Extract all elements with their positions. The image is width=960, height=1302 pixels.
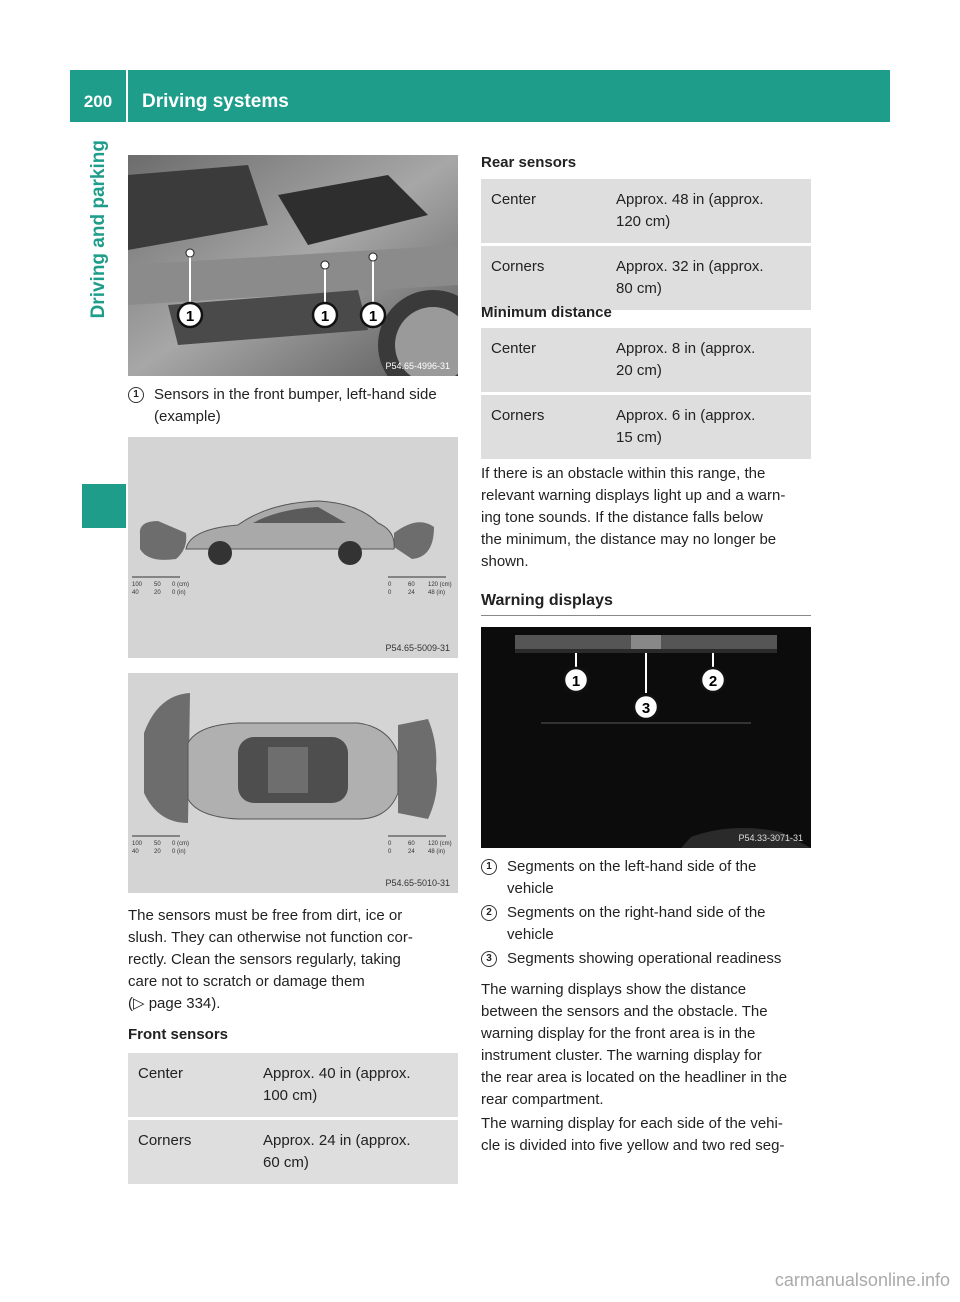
svg-text:0: 0 [388,582,392,588]
header-divider [126,70,128,122]
table-cell-value [606,245,811,311]
text-line: slush. They can otherwise not function cor- [128,929,413,946]
top-view-illustration [128,673,458,893]
callout-2 [701,668,725,692]
text-line: instrument cluster. The warning display for [481,1047,762,1064]
svg-text:100: 100 [132,841,143,847]
svg-text:48 (in): 48 (in) [428,849,446,855]
legend-line: Segments on the right-hand side of the [507,904,766,921]
front-bumper-illustration [128,155,458,376]
scale-left [132,577,189,596]
obstacle-paragraph [481,463,816,573]
table-cell-label: Corners [128,1119,253,1185]
side-view-illustration [128,437,458,658]
warning-display-photo [481,627,811,848]
warning-display-illustration [481,627,811,848]
callout-1b [313,303,337,327]
value-line: Approx. 24 in (approx. [263,1132,411,1149]
svg-text:0: 0 [388,590,392,596]
warning-paragraph-1 [481,979,816,1111]
side-tab-text: Driving and parking [88,140,109,319]
front-sensors-table [128,1053,458,1184]
svg-text:24: 24 [408,849,415,855]
scale-right [388,577,452,596]
text-line [128,993,458,1015]
text-line: the rear area is located on the headliner in the [481,1069,788,1086]
svg-text:0: 0 [388,841,392,847]
value-line: 15 cm) [616,429,662,446]
cleaning-paragraph [128,905,458,1015]
heading-rule [481,615,811,616]
figure1-caption [128,384,458,430]
table-row [128,1119,458,1185]
svg-text:1: 1 [320,308,330,325]
table-row [481,394,811,460]
svg-text:60: 60 [408,841,415,847]
value-line: 120 cm) [616,213,671,230]
text-line: rear compartment. [481,1091,604,1108]
page-reference-link[interactable]: page 334). [148,995,221,1012]
legend-text [507,856,756,900]
text-line: cle is divided into five yellow and two red seg- [481,1137,785,1154]
table-cell-value [606,179,811,245]
text-line: the minimum, the distance may no longer be [481,531,777,548]
svg-text:0 (in): 0 (in) [172,590,186,596]
side-view-figure [128,437,458,658]
text-line: between the sensors and the obstacle. The [481,1003,768,1020]
text-line: The warning display for each side of the vehi- [481,1115,783,1132]
figure3-code: P54.65-5010-31 [385,878,450,888]
legend-line: vehicle [507,880,554,897]
svg-text:60: 60 [408,582,415,588]
svg-text:100: 100 [132,582,143,588]
svg-text:3: 3 [641,700,651,717]
svg-text:20: 20 [154,590,161,596]
side-tab-marker [82,484,126,528]
text-line: ing tone sounds. If the distance falls below [481,509,763,526]
table-row [481,328,811,394]
value-line: 20 cm) [616,362,662,379]
side-tab-label [82,140,116,470]
section-title: Driving systems [142,91,289,112]
caption-text: Sensors in the front bumper, left-hand side (example) [154,386,437,425]
table-cell-label: Corners [481,394,606,460]
callout-3 [634,695,658,719]
text-line: care not to scratch or damage them [128,973,365,990]
svg-text:20: 20 [154,849,161,855]
value-line: 60 cm) [263,1154,309,1171]
svg-text:1: 1 [571,673,581,690]
table-cell-value [253,1119,458,1185]
table-cell-value [606,328,811,394]
legend-number: 1 [481,859,497,875]
front-bumper-photo [128,155,458,376]
minimum-distance-heading: Minimum distance [481,304,612,321]
rear-sensors-table [481,179,811,310]
svg-text:120 (cm): 120 (cm) [428,841,452,847]
value-line: Approx. 6 in (approx. [616,407,756,424]
svg-text:1: 1 [368,308,378,325]
value-line: Approx. 8 in (approx. [616,340,756,357]
table-cell-label: Corners [481,245,606,311]
legend-line: Segments on the left-hand side of the [507,858,757,875]
figure1-code: P54.65-4996-31 [385,361,450,371]
page-reference-arrow: (▷ [128,995,145,1012]
svg-text:50: 50 [154,841,161,847]
table-cell-value [253,1053,458,1119]
legend-line: vehicle [507,926,554,943]
scale-left [132,836,189,855]
top-view-figure [128,673,458,893]
value-line: 80 cm) [616,280,662,297]
svg-text:0 (cm): 0 (cm) [172,582,189,588]
value-line: 100 cm) [263,1087,318,1104]
callout-1c [361,303,385,327]
svg-text:2: 2 [708,673,718,690]
legend-number: 2 [481,905,497,921]
text-line: relevant warning displays light up and a warn- [481,487,786,504]
callout-1a [178,303,202,327]
svg-text:120 (cm): 120 (cm) [428,582,452,588]
text-line: shown. [481,553,529,570]
text-line: rectly. Clean the sensors regularly, taking [128,951,401,968]
legend-item-3 [481,948,816,970]
table-row [128,1053,458,1119]
table-cell-value [606,394,811,460]
warning-paragraph-2 [481,1113,816,1157]
page-number: 200 [83,92,113,111]
rear-sensors-heading: Rear sensors [481,154,577,171]
front-sensors-heading: Front sensors [128,1026,229,1043]
table-row [481,179,811,245]
value-line: Approx. 48 in (approx. [616,191,764,208]
legend-text [507,902,766,946]
minimum-distance-table [481,328,811,459]
scale-right [388,836,452,855]
svg-text:0 (cm): 0 (cm) [172,841,189,847]
text-line: The warning displays show the distance [481,981,747,998]
text-line: The sensors must be free from dirt, ice or [128,907,403,924]
svg-text:1: 1 [185,308,195,325]
text-line: warning display for the front area is in the [481,1025,756,1042]
table-row [481,245,811,311]
svg-text:40: 40 [132,849,139,855]
legend-number: 3 [481,951,497,967]
legend-item-1 [481,856,816,900]
warning-displays-heading: Warning displays [481,592,613,609]
svg-text:48 (in): 48 (in) [428,590,446,596]
svg-text:50: 50 [154,582,161,588]
legend-item-2 [481,902,816,946]
caption-number: 1 [128,387,144,403]
footer-watermark: carmanualsonline.info [774,1270,950,1290]
warning-figure-code: P54.33-3071-31 [738,833,803,843]
table-cell-label: Center [481,179,606,245]
figure2-code: P54.65-5009-31 [385,643,450,653]
callout-1 [564,668,588,692]
svg-text:40: 40 [132,590,139,596]
table-cell-label: Center [128,1053,253,1119]
svg-text:0 (in): 0 (in) [172,849,186,855]
svg-text:0: 0 [388,849,392,855]
svg-text:24: 24 [408,590,415,596]
value-line: Approx. 40 in (approx. [263,1065,411,1082]
value-line: Approx. 32 in (approx. [616,258,764,275]
table-cell-label: Center [481,328,606,394]
legend-text: Segments showing operational readiness [507,950,782,967]
text-line: If there is an obstacle within this range, the [481,465,766,482]
